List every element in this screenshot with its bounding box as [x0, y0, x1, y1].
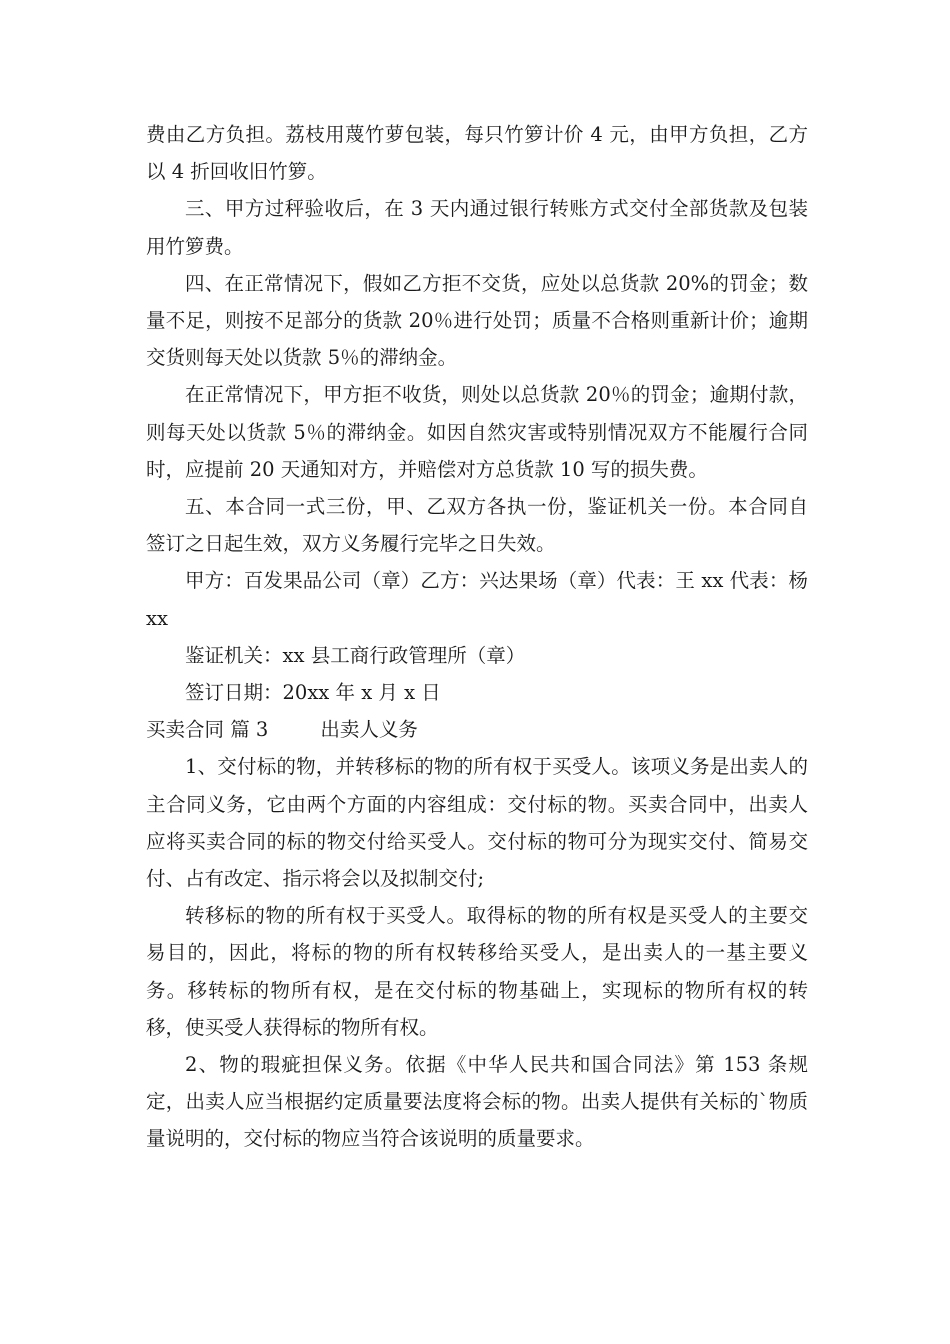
paragraph-5: 五、本合同一式三份，甲、乙双方各执一份，鉴证机关一份。本合同自签订之日起生效，双方义务履行完毕之日失效。	[146, 495, 808, 556]
document-body	[146, 116, 808, 1158]
paragraph-4: 在正常情况下，甲方拒不收货，则处以总货款 20％的罚金；逾期付款，则每天处以货款 5％的滞纳金。如因自然灾害或特别情况双方不能履行合同时，应提前 20 天通知对方，并赔偿对方总货款 10 写的损失费。	[146, 383, 808, 481]
section-subtitle: 出卖人义务	[320, 718, 418, 742]
paragraph-3: 四、在正常情况下，假如乙方拒不交货，应处以总货款 20%的罚金；数量不足，则按不足部分的货款 20％进行处罚；质量不合格则重新计价；逾期交货则每天处以货款 5％的滞纳金。	[146, 271, 808, 370]
paragraph-obligation-2: 2、物的瑕疵担保义务。依据《中华人民共和国合同法》第 153 条规定，出卖人应当根据约定质量要法度将会标的物。出卖人提供有关标的`物质量说明的，交付标的物应当符合该说明的质量要求。	[146, 1053, 808, 1151]
paragraph-obligation-1: 1、交付标的物，并转移标的物的所有权于买受人。该项义务是出卖人的主合同义务，它由两个方面的内容组成：交付标的物。买卖合同中，出卖人应将买卖合同的标的物交付给买受人。交付标的物可分为现实交付、简易交付、占有改定、指示将会以及拟制交付;	[146, 755, 808, 891]
signing-date: 签订日期：20xx 年 x 月 x 日	[185, 681, 441, 705]
signatories: 甲方：百发果品公司（章）乙方：兴达果场（章）代表：王 xx 代表：杨 xx	[146, 569, 808, 630]
authentication-authority: 鉴证机关：xx 县工商行政管理所（章）	[185, 643, 526, 667]
paragraph-obligation-1b: 转移标的物的所有权于买受人。取得标的物的所有权是买受人的主要交易目的，因此，将标的物的所有权转移给买受人，是出卖人的一基主要义务。移转标的物所有权，是在交付标的物基础上，实现标的物所有权的转移，使买受人获得标的物所有权。	[146, 904, 808, 1039]
paragraph-1: 费由乙方负担。荔枝用蔑竹萝包装，每只竹箩计价 4 元，由甲方负担，乙方以 4 折回收旧竹箩。	[146, 123, 808, 184]
section-title: 买卖合同 篇 3	[146, 718, 269, 742]
section-heading	[146, 711, 808, 748]
paragraph-2: 三、甲方过秤验收后，在 3 天内通过银行转账方式交付全部货款及包装用竹箩费。	[146, 197, 808, 258]
